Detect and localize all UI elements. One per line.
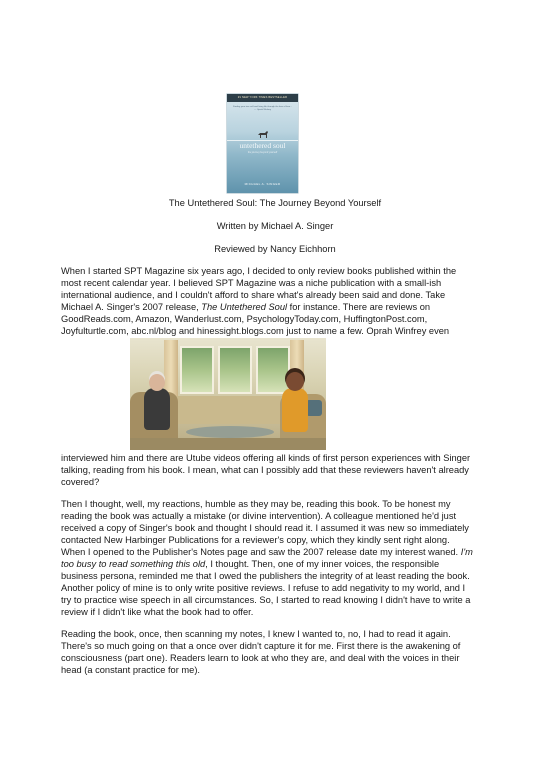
photo-window — [256, 346, 290, 394]
text-line — [61, 301, 501, 313]
text-line: most recent calendar year. I believed SPT Magazine was a niche publication with a small-ish — [61, 278, 442, 288]
text-line — [61, 546, 501, 558]
paragraph-3 — [61, 628, 501, 676]
cover-title: untethered soul — [239, 141, 286, 150]
cover-quote: Finding your true self and living life through the lens of love... — Oprah Winfrey — [233, 106, 292, 111]
text-line: There's so much going on that a once over didn't capture it for me. First there is the awakening of — [61, 641, 461, 651]
text-line: interviewed him and there are Utube videos offering all kinds of first person experiences with Singer — [61, 453, 471, 463]
text-line: consciousness (part one). Readers learn to look at who they are, and deal with the voices in their — [61, 653, 460, 663]
text-run: When I opened to the Publisher's Notes page and saw the 2007 release date my interest waned. — [61, 547, 461, 557]
text-line: reading the book was actually a mistake (or divine intervention). A colleague mentioned he'd just — [61, 511, 457, 521]
text-run: for instance. There are reviews on — [287, 302, 431, 312]
photo-person-left-head — [149, 374, 165, 391]
photo-glass-table — [186, 426, 274, 438]
photo-pillow — [306, 400, 322, 416]
dog-silhouette-icon — [257, 128, 269, 140]
photo-person-right — [282, 388, 308, 432]
reviewer-line: Reviewed by Nancy Eichhorn — [214, 244, 336, 254]
cover-subtitle: the journey beyond yourself — [247, 151, 278, 154]
text-line: Another policy of mine is to only write positive reviews. I refuse to add negativity to my world, and I — [61, 583, 466, 593]
paragraph-1-continued — [61, 452, 501, 488]
text-line: talking, reading from his book. I mean, what can I possibly add that these reviewers haven't already — [61, 465, 469, 475]
interview-photo — [130, 338, 326, 450]
photo-person-left — [144, 388, 170, 430]
photo-person-right-head — [286, 372, 304, 391]
cover-banner: #1 NEW YORK TIMES BESTSELLER — [227, 94, 298, 102]
text-line: head (a constant practice for me). — [61, 665, 201, 675]
text-line: international audience, and I couldn't afford to share what's already been said and done. Take — [61, 290, 446, 300]
text-line: GoodReads.com, Amazon, Wanderlust.com, PsychologyToday.com, HuffingtonPost.com, — [61, 314, 428, 324]
text-line: Reading the book, once, then scanning my notes, I knew I wanted to, no, I had to read it again. — [61, 629, 451, 639]
photo-rug — [130, 438, 326, 450]
text-line — [61, 558, 501, 570]
text-line: business persona, reminded me that I owed the publishers the integrity of at least reading the book. — [61, 571, 470, 581]
paragraph-2 — [61, 498, 501, 618]
photo-window — [218, 346, 252, 394]
text-line: contacted New Harbinger Publications for a reviewer's copy, which they kindly sent right along. — [61, 535, 450, 545]
text-run: , I thought. Then, one of my inner voices, the responsible — [205, 559, 440, 569]
cover-author: MICHAEL A. SINGER — [244, 182, 281, 186]
book-cover-image — [227, 94, 298, 193]
photo-window — [180, 346, 214, 394]
text-line: review if I didn't like what the book had to offer. — [61, 607, 254, 617]
book-title-italic: The Untethered Soul — [201, 302, 288, 312]
text-line: Then I thought, well, my reactions, humble as they may be, reading this book. To be honest my — [61, 499, 451, 509]
photo-sofa — [160, 396, 300, 424]
text-line: received a copy of Singer's book and thought I should read it. I assumed it was new so immediately — [61, 523, 469, 533]
italic-run: too busy to read something this old — [61, 559, 206, 569]
review-title: The Untethered Soul: The Journey Beyond Yourself — [168, 198, 382, 208]
text-line: covered? — [61, 477, 100, 487]
author-line: Written by Michael A. Singer — [216, 221, 334, 231]
italic-run: I'm — [460, 547, 473, 557]
paragraph-1 — [61, 265, 501, 337]
text-run: Michael A. Singer's 2007 release, — [61, 302, 202, 312]
text-line: Joyfulturtle.com, abc.nl/blog and hinessight.blogs.com just to name a few. Oprah Winfrey even — [61, 326, 450, 336]
text-line: try to practice wise speech in all circumstances. So, I started to read knowing I didn't have to write a — [61, 595, 471, 605]
text-line: When I started SPT Magazine six years ago, I decided to only review books published within the — [61, 266, 457, 276]
